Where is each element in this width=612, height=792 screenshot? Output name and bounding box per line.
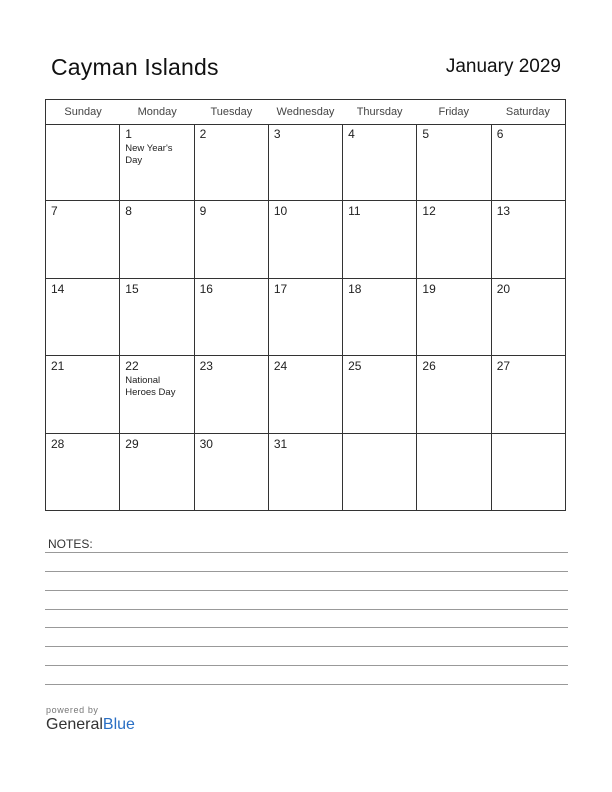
day-number: 16 <box>199 282 213 296</box>
weekday-header <box>46 100 565 125</box>
day-number: 6 <box>496 127 504 141</box>
day-number: 10 <box>273 204 288 218</box>
day-cell <box>195 356 269 433</box>
day-cell <box>492 434 565 511</box>
note-line <box>45 665 568 666</box>
day-number: 7 <box>51 204 58 218</box>
day-cell <box>269 124 343 200</box>
day-number: 23 <box>199 359 213 373</box>
day-number: 21 <box>51 359 65 373</box>
day-cell <box>120 124 194 200</box>
day-cell <box>46 124 120 200</box>
day-cell <box>46 434 120 511</box>
day-cell <box>120 279 194 355</box>
day-cell <box>343 124 417 200</box>
brand-general: General <box>46 716 103 733</box>
note-line <box>45 552 568 553</box>
day-cell <box>343 201 417 278</box>
day-cell <box>343 356 417 433</box>
day-number: 12 <box>422 204 436 218</box>
day-number: 17 <box>273 282 288 296</box>
day-number: 18 <box>348 282 362 296</box>
day-number: 11 <box>348 204 361 218</box>
day-cell <box>269 356 343 433</box>
day-cell <box>120 434 194 511</box>
weekday-sunday: Sunday <box>64 106 102 118</box>
day-cell <box>417 124 491 200</box>
day-number: 14 <box>51 282 65 296</box>
day-number: 26 <box>422 359 436 373</box>
week-row <box>46 124 565 201</box>
weekday-thursday: Thursday <box>356 106 403 118</box>
day-number: 30 <box>199 437 213 451</box>
day-number: 1 <box>125 127 132 141</box>
weekday-wednesday: Wednesday <box>276 106 335 118</box>
generalblue-logo <box>46 716 135 734</box>
day-number: 15 <box>125 282 139 296</box>
note-line <box>45 571 568 572</box>
day-number: 31 <box>273 437 288 451</box>
weekday-saturday: Saturday <box>505 106 550 118</box>
note-line <box>45 684 568 685</box>
day-number: 19 <box>422 282 436 296</box>
week-row <box>46 279 565 356</box>
day-cell <box>269 201 343 278</box>
calendar-grid <box>45 99 566 511</box>
day-number: 8 <box>125 204 132 218</box>
day-cell <box>492 279 565 355</box>
day-cell <box>343 434 417 511</box>
day-number: 29 <box>125 437 139 451</box>
day-cell <box>417 279 491 355</box>
day-number: 4 <box>348 127 355 141</box>
notes-label: NOTES: <box>48 537 93 551</box>
brand-logo <box>46 705 135 734</box>
note-line <box>45 627 568 628</box>
weekday-monday: Monday <box>137 106 177 118</box>
day-cell <box>46 201 120 278</box>
month-year: January 2029 <box>445 56 561 77</box>
note-line <box>45 646 568 647</box>
day-cell <box>492 124 565 200</box>
day-number: 3 <box>273 127 281 141</box>
weekday-friday: Friday <box>438 106 470 118</box>
week-row <box>46 356 565 434</box>
day-cell <box>195 124 269 200</box>
day-number: 27 <box>496 359 511 373</box>
day-cell <box>46 356 120 433</box>
day-cell <box>492 201 565 278</box>
day-cell <box>269 279 343 355</box>
day-number: 24 <box>273 359 288 373</box>
note-line <box>45 590 568 591</box>
day-cell <box>492 356 565 433</box>
day-number: 25 <box>348 359 362 373</box>
day-cell <box>269 434 343 511</box>
day-cell <box>417 434 491 511</box>
day-number: 2 <box>199 127 207 141</box>
day-number: 5 <box>422 127 430 141</box>
day-number: 22 <box>125 359 139 373</box>
note-line <box>45 609 568 610</box>
day-cell <box>120 201 194 278</box>
week-row <box>46 434 565 511</box>
day-number: 9 <box>199 204 207 218</box>
day-number: 28 <box>51 437 65 451</box>
week-row <box>46 201 565 279</box>
day-number: 20 <box>496 282 511 296</box>
holiday-label: New Year's Day <box>125 143 173 166</box>
powered-by-text: powered by <box>46 705 99 715</box>
country-title: Cayman Islands <box>51 54 219 80</box>
holiday-label: National Heroes Day <box>125 375 176 398</box>
day-number: 13 <box>496 204 511 218</box>
brand-blue: Blue <box>102 716 135 733</box>
day-cell <box>195 201 269 278</box>
day-cell <box>120 356 194 433</box>
day-cell <box>195 279 269 355</box>
day-cell <box>46 279 120 355</box>
weekday-tuesday: Tuesday <box>210 106 253 118</box>
day-cell <box>417 356 491 433</box>
day-cell <box>195 434 269 511</box>
day-cell <box>417 201 491 278</box>
day-cell <box>343 279 417 355</box>
